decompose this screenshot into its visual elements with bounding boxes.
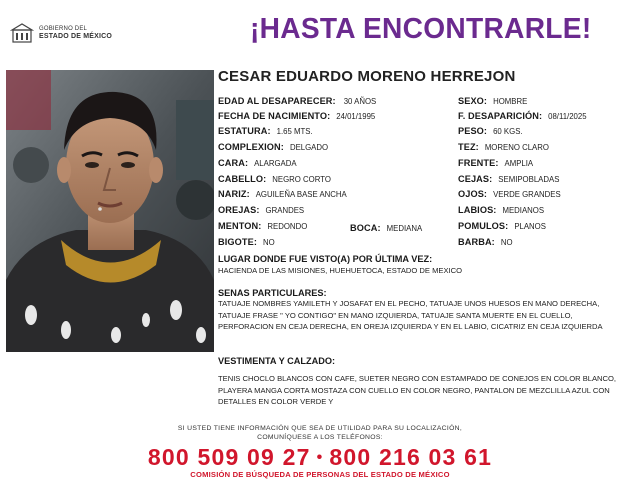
- field-fecha-desaparicion: [458, 109, 587, 123]
- field-orejas: [218, 203, 304, 217]
- marks-text: TATUAJE NOMBRES YAMILETH Y JOSAFAT EN EL PECHO, TATUAJE UNOS HUESOS EN MANO DERECHA, TATUAJE FRASE " YO CONTIGO" EN MANO IZQUIERDA, TATUAJE SANTA MUERTE EN EL CUELLO, PERFORACION EN CEJA DERECHA, EN OREJA IZQUIERDA Y EN EL LABIO, CICATRIZ EN CEJA IZQUIERDA: [218, 299, 603, 331]
- phone-1[interactable]: 800 509 09 27: [147, 444, 311, 470]
- field-label: EDAD AL DESAPARECER:: [218, 96, 336, 106]
- field-boca: [350, 221, 422, 235]
- field-label: LABIOS:: [458, 205, 497, 215]
- clothing-title: VESTIMENTA Y CALZADO:: [218, 356, 336, 366]
- poster-header: [0, 0, 640, 62]
- field-label: MENTON:: [218, 221, 262, 231]
- field-pomulos: [458, 219, 546, 233]
- field-value: 60 KGS.: [493, 127, 523, 136]
- field-cara: [218, 156, 297, 170]
- field-label: FECHA DE NACIMIENTO:: [218, 111, 331, 121]
- field-value: AMPLIA: [504, 159, 534, 168]
- field-barba: [458, 235, 513, 249]
- field-label: FRENTE:: [458, 158, 499, 168]
- last-seen-text: HACIENDA DE LAS MISIONES, HUEHUETOCA, ESTADO DE MEXICO: [218, 266, 463, 275]
- state-emblem-icon: [10, 21, 34, 45]
- field-value: ALARGADA: [254, 159, 297, 168]
- contact-note-line1: SI USTED TIENE INFORMACIÓN QUE SEA DE UTILIDAD PARA SU LOCALIZACIÓN,: [177, 425, 463, 432]
- field-value: SEMIPOBLADAS: [498, 175, 560, 184]
- field-value: MORENO CLARO: [484, 143, 549, 152]
- last-seen-title: LUGAR DONDE FUE VISTO(A) POR ÚLTIMA VEZ:: [218, 254, 433, 264]
- field-peso: [458, 124, 523, 138]
- field-label: COMPLEXION:: [218, 142, 284, 152]
- field-value: 08/11/2025: [548, 112, 587, 121]
- field-bigote: [218, 235, 275, 249]
- field-menton: [218, 219, 307, 233]
- phone-numbers: [0, 444, 640, 471]
- government-name: [39, 25, 112, 41]
- gov-line1: GOBIERNO DEL: [39, 26, 88, 32]
- field-label: BOCA:: [350, 223, 381, 233]
- field-label: CABELLO:: [218, 174, 267, 184]
- gov-line2: ESTADO DE MÉXICO: [39, 33, 113, 40]
- contact-note-line2: COMUNÍQUESE A LOS TELÉFONOS:: [257, 434, 383, 441]
- field-label: OJOS:: [458, 189, 488, 199]
- field-value: 1.65 MTS.: [276, 127, 313, 136]
- contact-note: [0, 424, 640, 442]
- field-value: REDONDO: [267, 222, 308, 231]
- person-name: CESAR EDUARDO MORENO HERREJON: [218, 68, 516, 85]
- field-label: POMULOS:: [458, 221, 509, 231]
- field-label: NARIZ:: [218, 189, 250, 199]
- field-value: NO: [500, 238, 513, 247]
- field-tez: [458, 140, 549, 154]
- field-value: AGUILEÑA BASE ANCHA: [255, 190, 347, 199]
- field-value: NEGRO CORTO: [272, 175, 331, 184]
- field-value: PLANOS: [514, 222, 546, 231]
- field-label: BARBA:: [458, 237, 495, 247]
- field-label: CARA:: [218, 158, 249, 168]
- field-nariz: [218, 187, 347, 201]
- field-complexion: [218, 140, 328, 154]
- field-estatura: [218, 124, 313, 138]
- field-sexo: [458, 94, 527, 108]
- field-value: DELGADO: [289, 143, 329, 152]
- field-cabello: [218, 172, 331, 186]
- field-value: MEDIANOS: [502, 206, 545, 215]
- field-label: PESO:: [458, 126, 488, 136]
- government-logo: [10, 20, 130, 46]
- field-edad: [218, 94, 376, 108]
- field-label: ESTATURA:: [218, 126, 271, 136]
- field-value: NO: [262, 238, 275, 247]
- field-label: F. DESAPARICIÓN:: [458, 111, 543, 121]
- marks-title: SENAS PARTICULARES:: [218, 288, 327, 298]
- headline: ¡HASTA ENCONTRARLE!: [250, 13, 592, 45]
- field-cejas: [458, 172, 559, 186]
- field-labios: [458, 203, 544, 217]
- field-value: GRANDES: [265, 206, 305, 215]
- missing-person-photo: [6, 70, 214, 352]
- field-value: MEDIANA: [386, 224, 423, 233]
- field-value: 24/01/1995: [336, 112, 376, 121]
- field-frente: [458, 156, 533, 170]
- field-value: HOMBRE: [493, 97, 528, 106]
- commission-name: COMISIÓN DE BÚSQUEDA DE PERSONAS DEL ESTADO DE MÉXICO: [190, 470, 450, 479]
- field-label: TEZ:: [458, 142, 479, 152]
- field-label: SEXO:: [458, 96, 488, 106]
- phone-2[interactable]: 800 216 03 61: [329, 444, 493, 470]
- phone-separator: •: [316, 449, 324, 466]
- field-ojos: [458, 187, 561, 201]
- person-portrait: [6, 70, 214, 352]
- clothing-text: TENIS CHOCLO BLANCOS CON CAFE, SUETER NEGRO CON ESTAMPADO DE CONEJOS EN COLOR BLANCO, PLAYERA MANGA CORTA MOSTAZA CON CUELLO EN COLOR NEGRO, PANTALON DE MEZCLILLA AZUL CON DETALLES EN COLOR VERDE Y: [218, 374, 617, 406]
- field-label: BIGOTE:: [218, 237, 257, 247]
- field-label: OREJAS:: [218, 205, 260, 215]
- field-value: 30 AÑOS: [343, 97, 377, 106]
- field-fecha-nacimiento: [218, 109, 375, 123]
- field-value: VERDE GRANDES: [493, 190, 561, 199]
- field-label: CEJAS:: [458, 174, 493, 184]
